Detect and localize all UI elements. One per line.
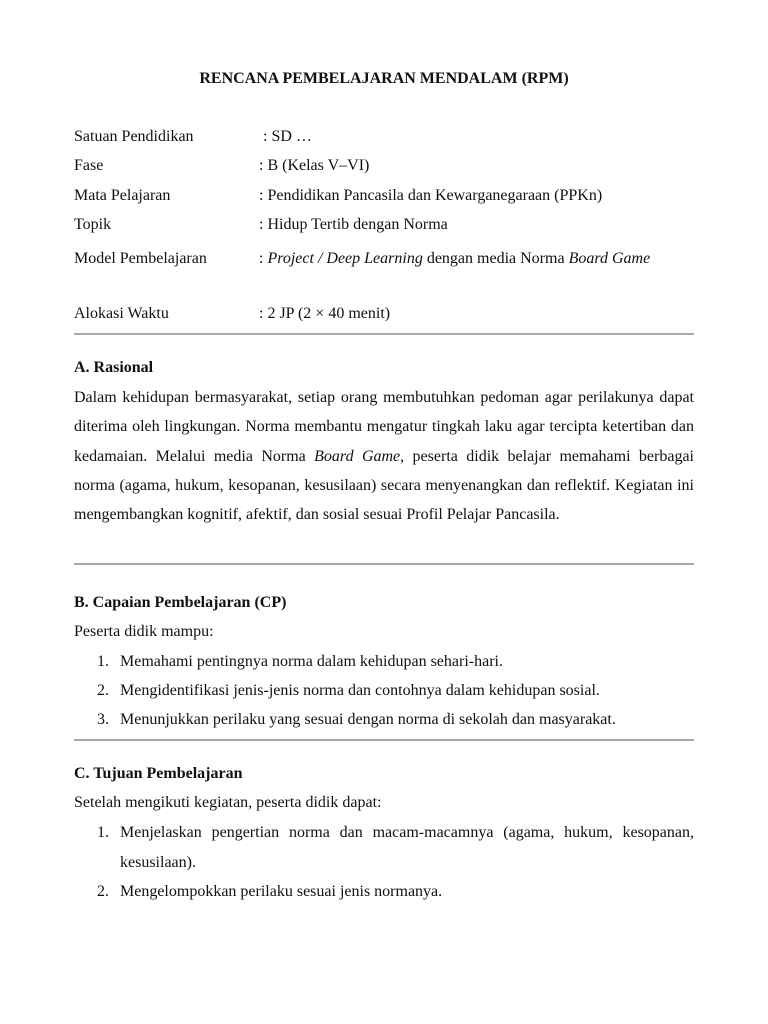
divider: [74, 333, 694, 335]
meta-value-mapel: : Pendidikan Pancasila dan Kewarganegaraan (PPKn): [259, 187, 603, 204]
section-a-paragraph: [74, 383, 694, 529]
list-item-number: 1.: [97, 653, 109, 670]
meta-value-model-italic: Project / Deep Learning: [267, 250, 423, 267]
meta-row-model: [74, 244, 694, 274]
meta-value-alokasi: : 2 JP (2 × 40 menit): [259, 305, 391, 322]
list-item-number: 2.: [97, 883, 109, 900]
list-item-text: Mengelompokkan perilaku sesuai jenis normanya.: [120, 883, 443, 900]
document-title: RENCANA PEMBELAJARAN MENDALAM (RPM): [199, 70, 569, 87]
section-a-text-2: , peserta didik belajar memahami berbagai norma (agama, hukum, kesopanan, kesusilaan) secara menyenangkan dan reflektif. Kegiatan ini mengembangkan kognitif, afektif, dan sosial sesuai Profil Pelajar Pancasila.: [74, 447, 695, 524]
section-a-text-1: Dalam kehidupan bermasyarakat, setiap orang membutuhkan pedoman agar perilakunya dapat diterima oleh lingkungan. Norma membantu mengatur tingkah laku agar tercipta ketertiban dan kedamaian. Melalui media Norma: [74, 389, 694, 465]
list-item-number: 3.: [97, 711, 109, 728]
meta-label-fase: Fase: [74, 157, 104, 174]
list-item-text: Memahami pentingnya norma dalam kehidupan sehari-hari.: [120, 653, 503, 670]
list-item: [74, 676, 694, 706]
meta-label-model: Model Pembelajaran: [74, 250, 207, 267]
meta-value-fase: : B (Kelas V–VI): [259, 157, 370, 174]
list-item-number: 2.: [97, 682, 109, 699]
section-c-heading: C. Tujuan Pembelajaran: [74, 765, 243, 782]
meta-value-topik: : Hidup Tertib dengan Norma: [259, 216, 448, 233]
list-item: [74, 818, 694, 877]
list-item-number: 1.: [97, 824, 109, 841]
list-item: [74, 877, 694, 907]
list-item: [74, 647, 694, 677]
meta-label-mapel: Mata Pelajaran: [74, 187, 171, 204]
meta-value-model-text: dengan media Norma: [426, 250, 565, 267]
section-a-heading: A. Rasional: [74, 359, 154, 376]
list-item-text: Menjelaskan pengertian norma dan macam-macamnya (agama, hukum, kesopanan, kesusilaan).: [120, 824, 694, 871]
section-b-heading: B. Capaian Pembelajaran (CP): [74, 594, 287, 611]
meta-value-model-italic2: Board Game: [568, 250, 651, 267]
meta-value-satuan: : SD …: [259, 128, 312, 145]
section-b-intro: Peserta didik mampu:: [74, 623, 214, 640]
meta-label-alokasi: Alokasi Waktu: [74, 305, 169, 322]
section-c-intro: Setelah mengikuti kegiatan, peserta didik dapat:: [74, 794, 382, 811]
meta-label-topik: Topik: [74, 216, 112, 233]
list-item-text: Menunjukkan perilaku yang sesuai dengan norma di sekolah dan masyarakat.: [120, 711, 616, 728]
divider: [74, 739, 694, 741]
list-item-text: Mengidentifikasi jenis-jenis norma dan contohnya dalam kehidupan sosial.: [120, 682, 600, 699]
meta-value-model-colon: :: [259, 250, 264, 267]
meta-label-satuan: Satuan Pendidikan: [74, 128, 194, 145]
section-a-text-italic: Board Game: [314, 447, 401, 465]
divider: [74, 563, 694, 565]
list-item: [74, 705, 694, 735]
